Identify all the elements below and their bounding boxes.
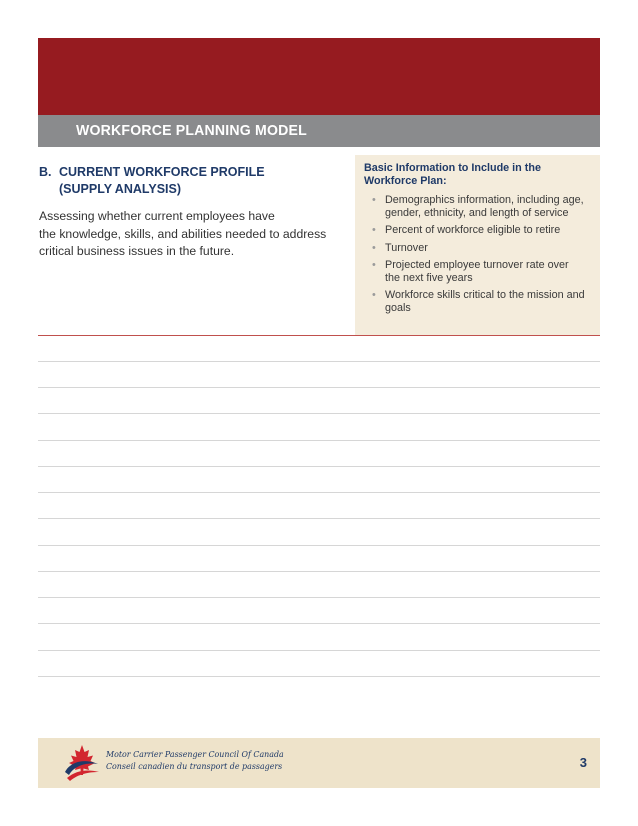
writing-line bbox=[38, 518, 600, 519]
maple-leaf-swoosh-icon bbox=[62, 742, 102, 784]
bullet-icon: • bbox=[372, 259, 376, 271]
writing-line bbox=[38, 623, 600, 624]
info-list-item bbox=[372, 194, 585, 219]
info-list bbox=[372, 194, 585, 319]
info-item-text: Projected employee turnover rate over the next five years bbox=[385, 259, 569, 284]
header-red-band bbox=[38, 38, 600, 115]
info-list-item bbox=[372, 224, 585, 237]
info-item-text: Workforce skills critical to the mission and goals bbox=[385, 289, 585, 314]
writing-line bbox=[38, 597, 600, 598]
header-grey-band bbox=[38, 115, 600, 147]
section-intro bbox=[39, 208, 344, 261]
bullet-icon: • bbox=[372, 289, 376, 301]
footer bbox=[38, 738, 600, 788]
writing-line bbox=[38, 413, 600, 414]
intro-line: Assessing whether current employees have bbox=[39, 209, 275, 223]
info-item-text: Percent of workforce eligible to retire bbox=[385, 224, 561, 236]
section-title-line1: CURRENT WORKFORCE PROFILE bbox=[59, 165, 265, 179]
info-box bbox=[355, 155, 600, 335]
intro-line: critical business issues in the future. bbox=[39, 244, 235, 258]
section-letter: B. bbox=[39, 165, 52, 179]
writing-line bbox=[38, 650, 600, 651]
org-name-english: Motor Carrier Passenger Council Of Canada bbox=[106, 750, 284, 760]
info-box-title: Basic Information to Include in the Workforce Plan: bbox=[364, 162, 541, 187]
organization-names bbox=[106, 749, 284, 773]
section-title-line2: (SUPPLY ANALYSIS) bbox=[59, 182, 182, 196]
writing-line bbox=[38, 440, 600, 441]
writing-line bbox=[38, 492, 600, 493]
writing-line bbox=[38, 387, 600, 388]
info-list-item bbox=[372, 289, 585, 314]
section-heading bbox=[39, 164, 339, 198]
writing-line bbox=[38, 361, 600, 362]
writing-line bbox=[38, 676, 600, 677]
page-number: 3 bbox=[579, 755, 587, 770]
info-item-text: Demographics information, including age, gender, ethnicity, and length of service bbox=[385, 194, 584, 219]
bullet-icon: • bbox=[372, 224, 376, 236]
org-name-french: Conseil canadien du transport de passagers bbox=[106, 762, 283, 772]
intro-line: the knowledge, skills, and abilities needed to address bbox=[39, 226, 327, 241]
writing-line bbox=[38, 466, 600, 467]
info-list-item bbox=[372, 241, 585, 255]
writing-line bbox=[38, 545, 600, 546]
page-title: WORKFORCE PLANNING MODEL bbox=[76, 122, 307, 139]
writing-line bbox=[38, 571, 600, 572]
bullet-icon: • bbox=[372, 194, 376, 206]
info-list-item bbox=[372, 259, 585, 284]
bullet-icon: • bbox=[372, 241, 376, 254]
section-divider bbox=[38, 335, 600, 336]
info-item-text: Turnover bbox=[385, 241, 428, 254]
